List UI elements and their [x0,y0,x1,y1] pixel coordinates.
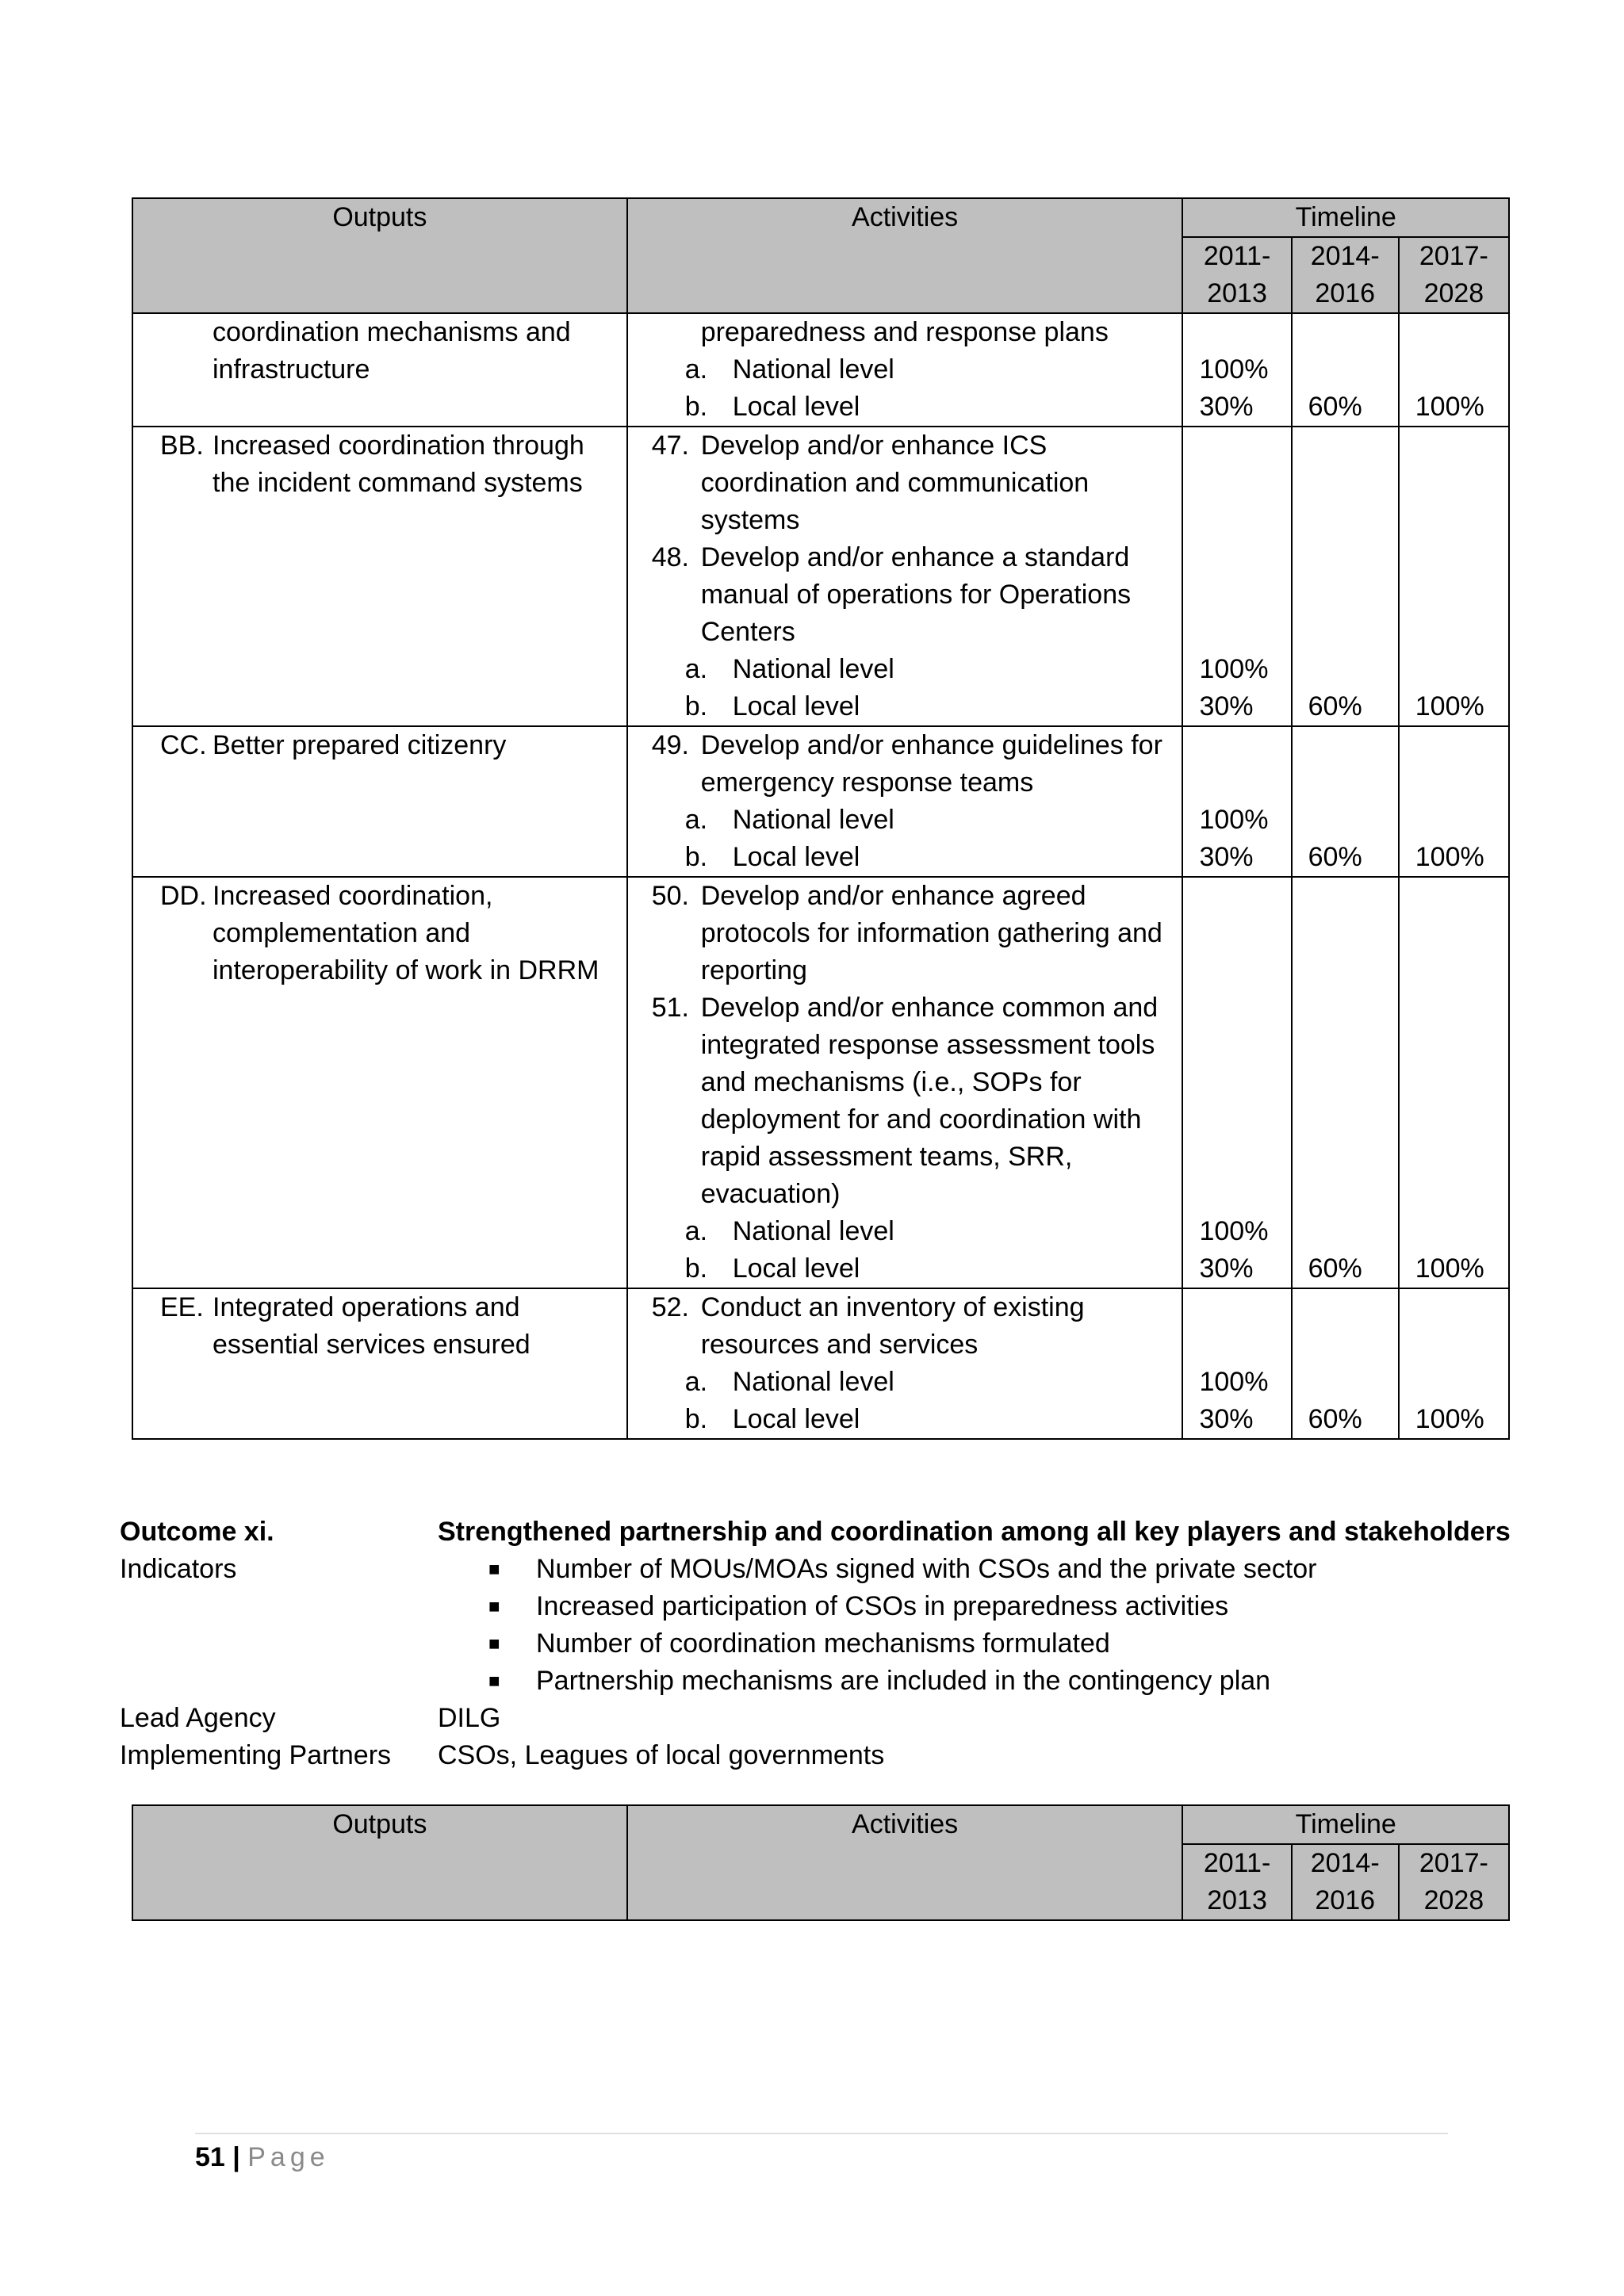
activity-text: Develop and/or enhance ICS coordination and communication systems [700,430,1090,535]
lead-agency-label: Lead Agency [120,1703,276,1733]
activity-item [652,727,1182,802]
timeline-value [1308,1364,1398,1401]
timeline-value: 100% [1415,842,1484,872]
level-item: a. National level [684,354,894,385]
activity-number: 48. [651,542,689,572]
activity-number: 49. [651,730,689,760]
output-cell [132,1288,627,1439]
timeline-value [1415,651,1508,688]
timeline-value: 100% [1415,691,1484,721]
timeline-value: 30% [1199,392,1254,422]
partners-value: CSOs, Leagues of local governments [438,1740,885,1770]
header-activities: Activities [627,1805,1183,1920]
timeline-value: 100% [1199,1216,1269,1246]
indicator-item: ■ Increased participation of CSOs in preparedness activities [438,1588,1316,1625]
timeline-value [1415,802,1508,839]
bullet-icon: ■ [488,1596,500,1617]
timeline-cell [1182,877,1291,1288]
timeline-cell [1399,313,1509,427]
output-cell [132,877,627,1288]
partners-label: Implementing Partners [120,1740,392,1770]
output-cell [132,427,627,726]
header-activities: Activities [627,198,1183,313]
activity-item [652,989,1182,1213]
timeline-value [1415,1213,1508,1250]
activity-number: 51. [651,993,689,1023]
level-item: a. National level [684,654,894,684]
timeline-value: 100% [1415,392,1484,422]
timeline-value: 100% [1199,354,1269,385]
indicators-list [438,1551,1316,1700]
activity-text: Conduct an inventory of existing resources and services [700,1292,1085,1360]
activity-item [652,427,1182,539]
header-period: 2014- 2016 [1292,1844,1399,1920]
activity-item [652,539,1182,651]
header-outputs: Outputs [132,1805,627,1920]
bullet-icon: ■ [488,1559,500,1580]
timeline-value: 100% [1415,1253,1484,1284]
timeline-cell [1292,1288,1399,1439]
activity-number: 50. [651,881,689,911]
output-label: BB. [160,430,204,461]
activity-item [652,878,1182,989]
activities-table-2 [132,1804,1510,1921]
timeline-cell [1292,877,1399,1288]
activities-table [132,197,1510,1440]
timeline-value [1308,351,1398,388]
table-row [132,877,1509,1288]
timeline-cell [1292,313,1399,427]
activity-number: 52. [651,1292,689,1322]
timeline-value [1308,802,1398,839]
bullet-icon: ■ [488,1633,500,1655]
activity-text: Develop and/or enhance agreed protocols for information gathering and reporting [700,881,1162,985]
header-period: 2011- 2013 [1182,237,1291,313]
output-text: coordination mechanisms and infrastructure [213,317,571,385]
activity-text: Develop and/or enhance guidelines for emergency response teams [700,730,1162,798]
indicator-item: ■ Number of MOUs/MOAs signed with CSOs and the private sector [438,1551,1316,1588]
footer-separator: | [224,2142,248,2172]
header-timeline: Timeline [1182,198,1509,237]
timeline-value: 100% [1415,1404,1484,1434]
output-cell [132,313,627,427]
timeline-value: 30% [1199,842,1254,872]
header-timeline: Timeline [1182,1805,1509,1844]
table-row [132,427,1509,726]
timeline-value: 100% [1199,805,1269,835]
activity-text: Develop and/or enhance a standard manual of operations for Operations Centers [700,542,1132,647]
timeline-value [1415,1364,1508,1401]
timeline-value: 30% [1199,1253,1254,1284]
page-number: 51 [195,2142,225,2172]
timeline-value [1308,651,1398,688]
timeline-value: 100% [1199,654,1269,684]
timeline-cell [1399,427,1509,726]
level-item: b. Local level [684,1404,860,1434]
timeline-value: 100% [1199,1367,1269,1397]
level-item: b. Local level [684,1253,860,1284]
activity-number: 47. [651,430,689,461]
table-row [132,313,1509,427]
header-period: 2017- 2028 [1399,1844,1509,1920]
timeline-value: 60% [1308,392,1362,422]
timeline-cell [1182,1288,1291,1439]
activities-cell [627,1288,1183,1439]
timeline-value [1415,351,1508,388]
header-period: 2014- 2016 [1292,237,1399,313]
header-period: 2017- 2028 [1399,237,1509,313]
header-outputs: Outputs [132,198,627,313]
lead-agency-value: DILG [438,1703,501,1733]
bullet-icon: ■ [488,1670,500,1692]
level-item: b. Local level [684,842,860,872]
output-text: Increased coordination, complementation and interoperability of work in DRRM [213,881,599,985]
timeline-value: 60% [1308,1404,1362,1434]
output-label: CC. [160,730,207,760]
timeline-cell [1399,1288,1509,1439]
outcome-title: Strengthened partnership and coordination among all key players and stakeholders [438,1517,1511,1547]
activity-text: preparedness and response plans [700,317,1109,347]
output-text: Increased coordination through the incident command systems [213,430,584,498]
table-row [132,1288,1509,1439]
timeline-cell [1182,726,1291,877]
level-item: b. Local level [684,691,860,721]
output-cell [132,726,627,877]
timeline-cell [1399,726,1509,877]
timeline-cell [1182,427,1291,726]
page-word: Page [247,2142,330,2172]
timeline-cell [1399,877,1509,1288]
timeline-value: 30% [1199,1404,1254,1434]
table-row [132,726,1509,877]
header-period: 2011- 2013 [1182,1844,1291,1920]
activity-text: Develop and/or enhance common and integrated response assessment tools and mechanisms (i.e., SOPs for deployment for and coordination with rapid assessment teams, SRR, evacuation) [700,993,1159,1209]
activity-item [652,1289,1182,1364]
level-item: a. National level [684,1367,894,1397]
timeline-value [1308,1213,1398,1250]
timeline-value: 60% [1308,691,1362,721]
timeline-value: 30% [1199,691,1254,721]
level-item: a. National level [684,805,894,835]
output-label: EE. [160,1292,204,1322]
level-item: a. National level [684,1216,894,1246]
activity-number [652,314,701,351]
output-text: Better prepared citizenry [213,730,507,760]
outcome-label: Outcome xi. [120,1517,274,1547]
timeline-cell [1292,427,1399,726]
output-label: DD. [160,881,207,911]
outcome-section [120,1513,1547,1774]
activities-cell [627,877,1183,1288]
activities-cell [627,427,1183,726]
indicators-label: Indicators [120,1554,237,1584]
activities-cell [627,726,1183,877]
timeline-cell [1182,313,1291,427]
page-footer [195,2133,1448,2176]
output-text: Integrated operations and essential services ensured [213,1292,530,1360]
indicator-item: ■ Partnership mechanisms are included in the contingency plan [438,1663,1316,1700]
indicator-item: ■ Number of coordination mechanisms formulated [438,1625,1316,1663]
timeline-cell [1292,726,1399,877]
activities-cell [627,313,1183,427]
activity-item [652,314,1182,351]
timeline-value: 60% [1308,1253,1362,1284]
timeline-value: 60% [1308,842,1362,872]
level-item: b. Local level [684,392,860,422]
